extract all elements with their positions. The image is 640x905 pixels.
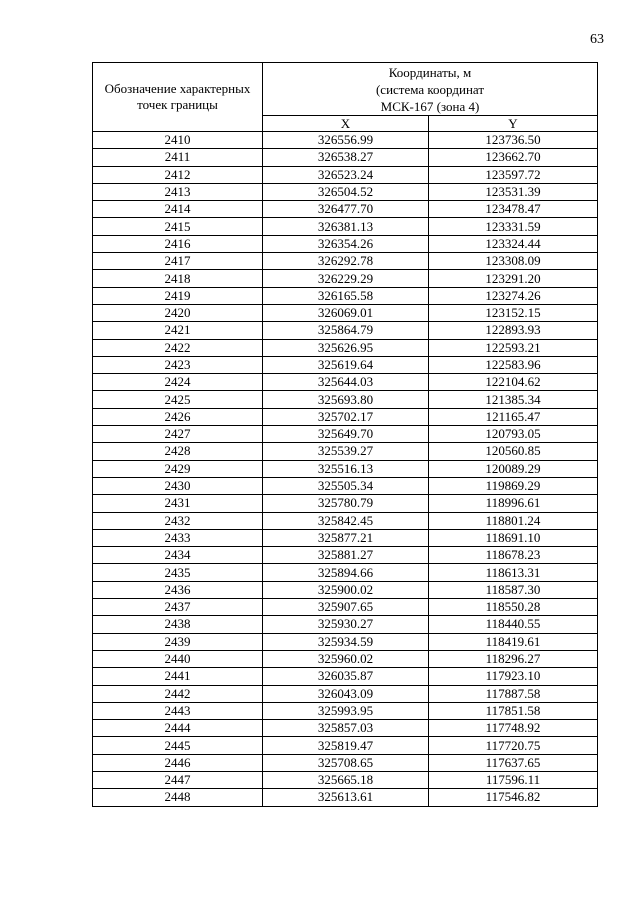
x-coordinate-cell: 326504.52 bbox=[263, 183, 429, 200]
table-row bbox=[93, 356, 598, 373]
y-coordinate-cell: 123331.59 bbox=[429, 218, 598, 235]
point-id-cell: 2426 bbox=[93, 408, 263, 425]
y-coordinate-cell: 123324.44 bbox=[429, 235, 598, 252]
x-coordinate-cell: 325960.02 bbox=[263, 650, 429, 667]
y-coordinate-cell: 117637.65 bbox=[429, 754, 598, 771]
y-coordinate-cell: 117851.58 bbox=[429, 702, 598, 719]
table-row bbox=[93, 529, 598, 546]
table-row bbox=[93, 633, 598, 650]
y-coordinate-cell: 118613.31 bbox=[429, 564, 598, 581]
point-id-cell: 2411 bbox=[93, 149, 263, 166]
point-id-cell: 2447 bbox=[93, 771, 263, 788]
table-body bbox=[93, 132, 598, 807]
header-coords-line3: МСК-167 (зона 4) bbox=[380, 99, 480, 114]
x-coordinate-cell: 325864.79 bbox=[263, 322, 429, 339]
y-coordinate-cell: 117887.58 bbox=[429, 685, 598, 702]
table-row bbox=[93, 304, 598, 321]
point-id-cell: 2442 bbox=[93, 685, 263, 702]
x-coordinate-cell: 325934.59 bbox=[263, 633, 429, 650]
coordinates-table bbox=[92, 62, 598, 807]
x-coordinate-cell: 325881.27 bbox=[263, 547, 429, 564]
table-row bbox=[93, 616, 598, 633]
y-coordinate-cell: 121385.34 bbox=[429, 391, 598, 408]
point-id-cell: 2427 bbox=[93, 426, 263, 443]
y-coordinate-cell: 117748.92 bbox=[429, 720, 598, 737]
x-coordinate-cell: 326069.01 bbox=[263, 304, 429, 321]
table-row bbox=[93, 374, 598, 391]
y-coordinate-cell: 123308.09 bbox=[429, 253, 598, 270]
x-coordinate-cell: 325930.27 bbox=[263, 616, 429, 633]
x-coordinate-cell: 325516.13 bbox=[263, 460, 429, 477]
table-row bbox=[93, 426, 598, 443]
header-coords-line1: Координаты, м bbox=[388, 65, 472, 80]
point-id-cell: 2434 bbox=[93, 547, 263, 564]
table-row bbox=[93, 391, 598, 408]
point-id-cell: 2443 bbox=[93, 702, 263, 719]
x-coordinate-cell: 325539.27 bbox=[263, 443, 429, 460]
point-id-cell: 2416 bbox=[93, 235, 263, 252]
x-coordinate-cell: 325900.02 bbox=[263, 581, 429, 598]
point-id-cell: 2421 bbox=[93, 322, 263, 339]
page-number: 63 bbox=[590, 32, 604, 47]
point-id-cell: 2410 bbox=[93, 132, 263, 149]
x-coordinate-cell: 325644.03 bbox=[263, 374, 429, 391]
point-id-cell: 2432 bbox=[93, 512, 263, 529]
point-id-cell: 2448 bbox=[93, 789, 263, 806]
point-id-cell: 2431 bbox=[93, 495, 263, 512]
x-coordinate-cell: 326354.26 bbox=[263, 235, 429, 252]
x-coordinate-cell: 325780.79 bbox=[263, 495, 429, 512]
x-coordinate-cell: 325702.17 bbox=[263, 408, 429, 425]
y-coordinate-cell: 123291.20 bbox=[429, 270, 598, 287]
table-row bbox=[93, 235, 598, 252]
table-row bbox=[93, 495, 598, 512]
y-coordinate-cell: 118691.10 bbox=[429, 529, 598, 546]
x-coordinate-cell: 325907.65 bbox=[263, 599, 429, 616]
table-row bbox=[93, 771, 598, 788]
x-coordinate-cell: 325819.47 bbox=[263, 737, 429, 754]
table-row bbox=[93, 166, 598, 183]
y-coordinate-cell: 122893.93 bbox=[429, 322, 598, 339]
point-id-cell: 2419 bbox=[93, 287, 263, 304]
point-id-cell: 2425 bbox=[93, 391, 263, 408]
x-coordinate-cell: 326538.27 bbox=[263, 149, 429, 166]
point-id-cell: 2437 bbox=[93, 599, 263, 616]
point-id-cell: 2436 bbox=[93, 581, 263, 598]
y-coordinate-cell: 122104.62 bbox=[429, 374, 598, 391]
header-point-label: Обозначение характерных точек границы bbox=[93, 63, 263, 132]
point-id-cell: 2420 bbox=[93, 304, 263, 321]
x-coordinate-cell: 326165.58 bbox=[263, 287, 429, 304]
y-coordinate-cell: 123478.47 bbox=[429, 201, 598, 218]
table-row bbox=[93, 149, 598, 166]
point-id-cell: 2435 bbox=[93, 564, 263, 581]
point-id-cell: 2446 bbox=[93, 754, 263, 771]
point-id-cell: 2444 bbox=[93, 720, 263, 737]
point-id-cell: 2439 bbox=[93, 633, 263, 650]
table-row bbox=[93, 789, 598, 806]
x-coordinate-cell: 325626.95 bbox=[263, 339, 429, 356]
y-coordinate-cell: 118296.27 bbox=[429, 650, 598, 667]
y-coordinate-cell: 118587.30 bbox=[429, 581, 598, 598]
x-coordinate-cell: 325619.64 bbox=[263, 356, 429, 373]
point-id-cell: 2415 bbox=[93, 218, 263, 235]
x-coordinate-cell: 326035.87 bbox=[263, 668, 429, 685]
y-coordinate-cell: 117720.75 bbox=[429, 737, 598, 754]
x-coordinate-cell: 326292.78 bbox=[263, 253, 429, 270]
table-row bbox=[93, 408, 598, 425]
table-row bbox=[93, 132, 598, 149]
point-id-cell: 2412 bbox=[93, 166, 263, 183]
point-id-cell: 2418 bbox=[93, 270, 263, 287]
point-id-cell: 2428 bbox=[93, 443, 263, 460]
y-coordinate-cell: 118678.23 bbox=[429, 547, 598, 564]
x-coordinate-cell: 326229.29 bbox=[263, 270, 429, 287]
y-coordinate-cell: 122593.21 bbox=[429, 339, 598, 356]
table-row bbox=[93, 581, 598, 598]
y-coordinate-cell: 122583.96 bbox=[429, 356, 598, 373]
point-id-cell: 2422 bbox=[93, 339, 263, 356]
point-id-cell: 2440 bbox=[93, 650, 263, 667]
y-coordinate-cell: 120793.05 bbox=[429, 426, 598, 443]
table-row bbox=[93, 737, 598, 754]
x-coordinate-cell: 326043.09 bbox=[263, 685, 429, 702]
y-coordinate-cell: 123662.70 bbox=[429, 149, 598, 166]
y-coordinate-cell: 123152.15 bbox=[429, 304, 598, 321]
y-coordinate-cell: 118801.24 bbox=[429, 512, 598, 529]
x-coordinate-cell: 326523.24 bbox=[263, 166, 429, 183]
table-row bbox=[93, 287, 598, 304]
table-row bbox=[93, 599, 598, 616]
y-coordinate-cell: 118550.28 bbox=[429, 599, 598, 616]
y-coordinate-cell: 123531.39 bbox=[429, 183, 598, 200]
x-coordinate-cell: 325665.18 bbox=[263, 771, 429, 788]
table-row bbox=[93, 668, 598, 685]
table-row bbox=[93, 477, 598, 494]
x-coordinate-cell: 325857.03 bbox=[263, 720, 429, 737]
x-coordinate-cell: 326381.13 bbox=[263, 218, 429, 235]
table-row bbox=[93, 443, 598, 460]
y-coordinate-cell: 118419.61 bbox=[429, 633, 598, 650]
x-coordinate-cell: 325708.65 bbox=[263, 754, 429, 771]
x-coordinate-cell: 325877.21 bbox=[263, 529, 429, 546]
header-x: X bbox=[263, 116, 429, 132]
table-row bbox=[93, 512, 598, 529]
table-header bbox=[93, 63, 598, 132]
header-coords-line2: (система координат bbox=[375, 82, 485, 97]
y-coordinate-cell: 117923.10 bbox=[429, 668, 598, 685]
x-coordinate-cell: 325505.34 bbox=[263, 477, 429, 494]
header-y: Y bbox=[429, 116, 598, 132]
y-coordinate-cell: 119869.29 bbox=[429, 477, 598, 494]
table-row bbox=[93, 720, 598, 737]
table-row bbox=[93, 702, 598, 719]
table-row bbox=[93, 201, 598, 218]
point-id-cell: 2438 bbox=[93, 616, 263, 633]
y-coordinate-cell: 118996.61 bbox=[429, 495, 598, 512]
point-id-cell: 2441 bbox=[93, 668, 263, 685]
table-row bbox=[93, 685, 598, 702]
point-id-cell: 2424 bbox=[93, 374, 263, 391]
point-id-cell: 2445 bbox=[93, 737, 263, 754]
y-coordinate-cell: 123736.50 bbox=[429, 132, 598, 149]
y-coordinate-cell: 118440.55 bbox=[429, 616, 598, 633]
table-row bbox=[93, 754, 598, 771]
header-coordinates bbox=[263, 63, 598, 116]
y-coordinate-cell: 120560.85 bbox=[429, 443, 598, 460]
table-row bbox=[93, 270, 598, 287]
point-id-cell: 2414 bbox=[93, 201, 263, 218]
table-row bbox=[93, 253, 598, 270]
y-coordinate-cell: 120089.29 bbox=[429, 460, 598, 477]
y-coordinate-cell: 121165.47 bbox=[429, 408, 598, 425]
point-id-cell: 2423 bbox=[93, 356, 263, 373]
table-row bbox=[93, 339, 598, 356]
x-coordinate-cell: 325613.61 bbox=[263, 789, 429, 806]
x-coordinate-cell: 325993.95 bbox=[263, 702, 429, 719]
table-row bbox=[93, 460, 598, 477]
point-id-cell: 2433 bbox=[93, 529, 263, 546]
y-coordinate-cell: 117596.11 bbox=[429, 771, 598, 788]
x-coordinate-cell: 325894.66 bbox=[263, 564, 429, 581]
table-row bbox=[93, 218, 598, 235]
x-coordinate-cell: 326477.70 bbox=[263, 201, 429, 218]
table-row bbox=[93, 183, 598, 200]
y-coordinate-cell: 117546.82 bbox=[429, 789, 598, 806]
y-coordinate-cell: 123274.26 bbox=[429, 287, 598, 304]
x-coordinate-cell: 326556.99 bbox=[263, 132, 429, 149]
point-id-cell: 2429 bbox=[93, 460, 263, 477]
table-row bbox=[93, 650, 598, 667]
x-coordinate-cell: 325693.80 bbox=[263, 391, 429, 408]
point-id-cell: 2430 bbox=[93, 477, 263, 494]
table-row bbox=[93, 564, 598, 581]
x-coordinate-cell: 325649.70 bbox=[263, 426, 429, 443]
table-row bbox=[93, 547, 598, 564]
x-coordinate-cell: 325842.45 bbox=[263, 512, 429, 529]
y-coordinate-cell: 123597.72 bbox=[429, 166, 598, 183]
point-id-cell: 2417 bbox=[93, 253, 263, 270]
point-id-cell: 2413 bbox=[93, 183, 263, 200]
table-row bbox=[93, 322, 598, 339]
